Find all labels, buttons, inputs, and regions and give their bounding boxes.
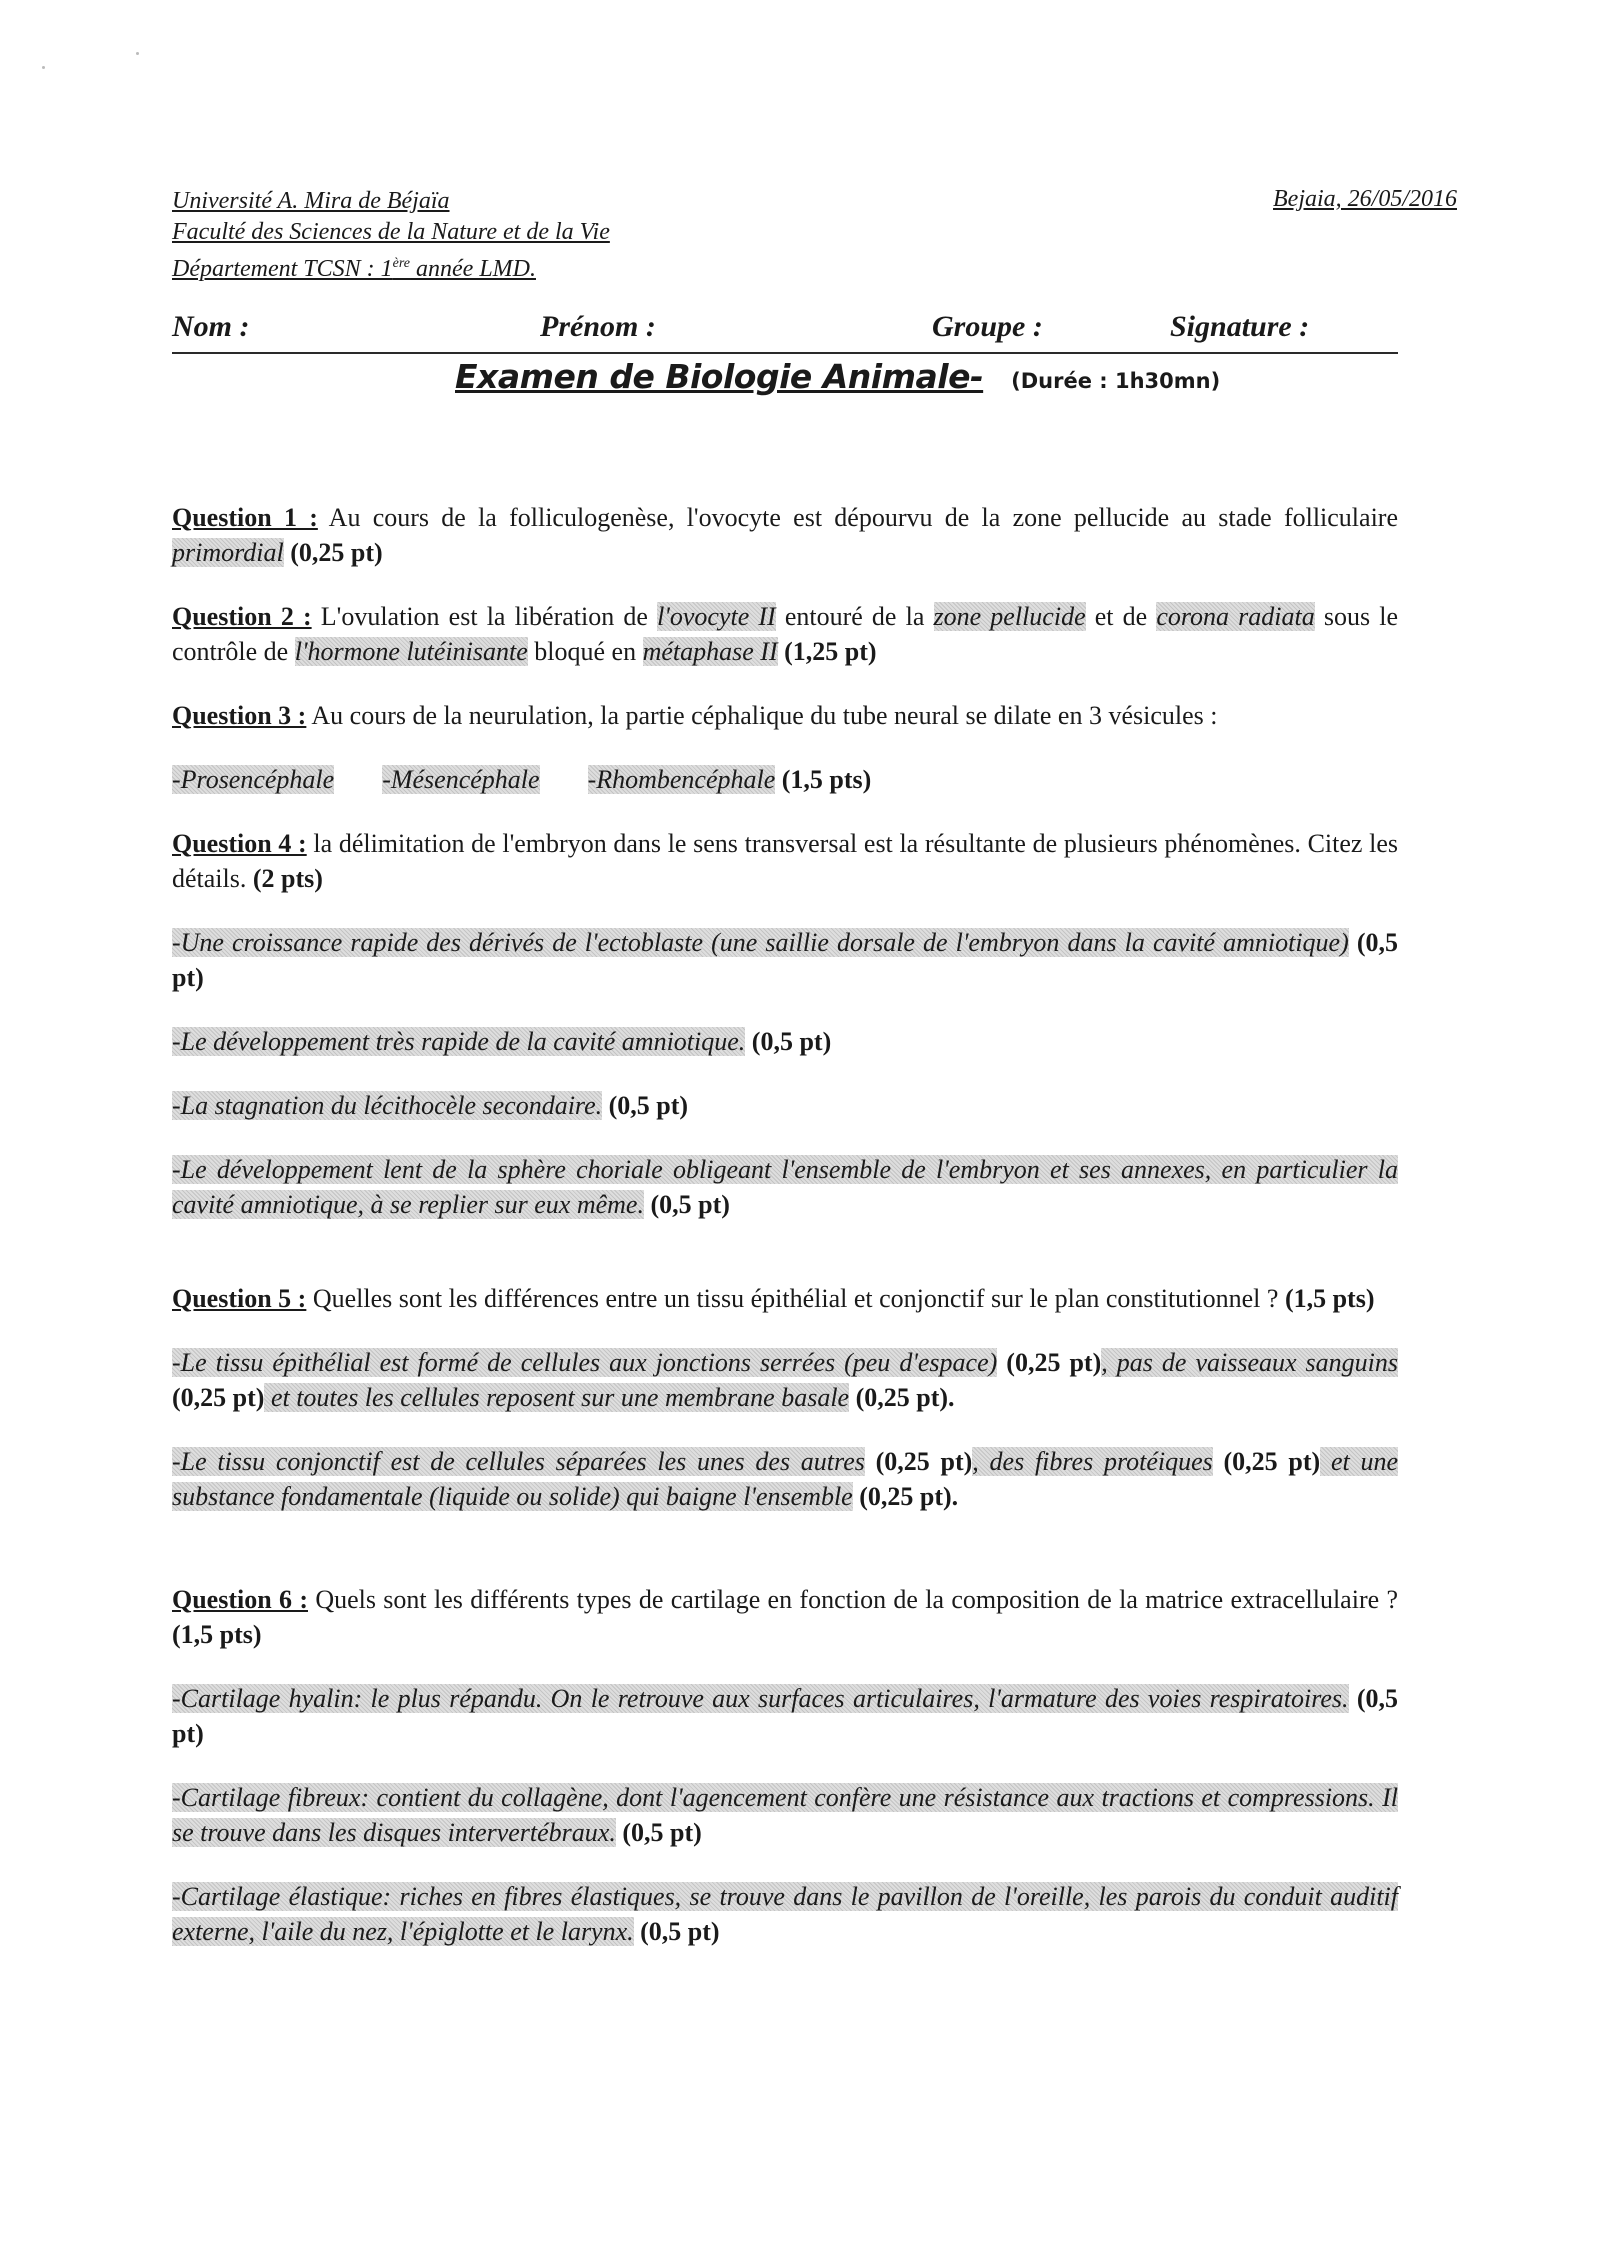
- answer-highlight: corona radiata: [1156, 602, 1315, 631]
- answer-highlight: -La stagnation du lécithocèle secondaire.: [172, 1091, 603, 1120]
- points: (0,25 pt).: [849, 1383, 955, 1412]
- answer-highlight: -Cartilage fibreux: contient du collagène, dont l'agencement confère une résistance aux tractions et compressions. Il se trouve dans les disques intervertébraux.: [172, 1783, 1398, 1847]
- points: (2 pts): [246, 864, 323, 893]
- answer-highlight: -Cartilage élastique: riches en fibres élastiques, se trouve dans le pavillon de l'oreille, les parois du conduit auditif externe, l'aile du nez, l'épiglotte et le larynx.: [172, 1882, 1398, 1946]
- question-5: Question 5 : Quelles sont les différences entre un tissu épithélial et conjonctif sur le plan constitutionnel ? (1,5 pts): [172, 1284, 1375, 1313]
- answer-item: [172, 1444, 1398, 1514]
- points: (0,25 pt): [864, 1447, 973, 1476]
- answer-item: [172, 1879, 1398, 1949]
- answer-highlight: zone pellucide: [933, 602, 1086, 631]
- question-label: Question 3 :: [172, 701, 307, 730]
- answer-item: [172, 1088, 1398, 1123]
- answer-item: [172, 1681, 1398, 1751]
- answer-highlight: primordial: [172, 538, 284, 567]
- points: (0,25 pt): [1212, 1447, 1321, 1476]
- scan-speck: [136, 52, 139, 55]
- question-label: Question 2 :: [172, 602, 312, 631]
- points: (0,25 pt): [172, 1383, 265, 1412]
- points: (1,5 pts): [775, 765, 872, 794]
- answer-highlight: l'ovocyte II: [657, 602, 776, 631]
- points: (0,5 pt): [643, 1190, 730, 1219]
- answer-highlight: -Rhombencéphale: [587, 765, 776, 794]
- question-3-answer: [172, 762, 1398, 797]
- answer-item: [172, 1345, 1398, 1415]
- question-label: Question 5 :: [172, 1284, 307, 1313]
- question-1: Question 1 : Au cours de la folliculogenèse, l'ovocyte est dépourvu de la zone pellucide au stade folliculaire primordial (0,25 pt): [172, 503, 1398, 567]
- exam-date: Bejaia, 26/05/2016: [1273, 186, 1457, 212]
- points: (0,5 pt): [602, 1091, 689, 1120]
- faculty-name: Faculté des Sciences de la Nature et de la Vie: [172, 219, 610, 245]
- question-2: Question 2 : L'ovulation est la libération de l'ovocyte II entouré de la zone pellucide et de corona radiata sous le contrôle de l'hormone lutéinisante bloqué en métaphase II (1,25 pt): [172, 602, 1399, 666]
- answer-highlight: l'hormone lutéinisante: [294, 637, 528, 666]
- points: (0,5 pt): [633, 1917, 720, 1946]
- question-4: Question 4 : la délimitation de l'embryon dans le sens transversal est la résultante de plusieurs phénomènes. Citez les détails. (2 pts): [172, 829, 1398, 893]
- answer-highlight: -Mésencéphale: [382, 765, 540, 794]
- student-fields-row: [172, 310, 1398, 354]
- exam-body: [172, 500, 1398, 1978]
- points: (1,5 pts): [1278, 1284, 1375, 1313]
- answer-highlight: -Cartilage hyalin: le plus répandu. On le retrouve aux surfaces articulaires, l'armature des voies respiratoires.: [172, 1684, 1349, 1713]
- answer-highlight: , des fibres protéiques: [972, 1447, 1213, 1476]
- answer-highlight: -Le développement très rapide de la cavité amniotique.: [172, 1027, 746, 1056]
- university-name: Université A. Mira de Béjaïa: [172, 188, 450, 214]
- points: (0,5 pt): [172, 928, 1398, 992]
- answer-highlight: -Prosencéphale: [172, 765, 335, 794]
- answer-highlight: métaphase II: [642, 637, 778, 666]
- answer-highlight: -Le tissu conjonctif est de cellules séparées les unes des autres: [172, 1447, 865, 1476]
- exam-duration: (Durée : 1h30mn): [1011, 369, 1221, 393]
- question-label: Question 4 :: [172, 829, 307, 858]
- points: (0,5 pt): [615, 1818, 702, 1847]
- points: (0,25 pt): [997, 1348, 1102, 1377]
- exam-title-text: Examen de Biologie Animale-: [455, 357, 984, 396]
- question-6: Question 6 : Quels sont les différents types de cartilage en fonction de la composition de la matrice extracellulaire ? (1,5 pts): [172, 1585, 1399, 1649]
- points: (0,5 pt): [172, 1684, 1398, 1748]
- exam-title: [455, 357, 1220, 396]
- answer-item: [172, 1152, 1398, 1222]
- answer-highlight: et une substance fondamentale (liquide ou solide) qui baigne l'ensemble: [172, 1447, 1399, 1511]
- prenom-field-label: Prénom :: [540, 310, 656, 343]
- answer-highlight: -Le tissu épithélial est formé de cellules aux jonctions serrées (peu d'espace): [172, 1348, 998, 1377]
- department-line: Département TCSN : 1ère année LMD.: [172, 256, 536, 282]
- points: (1,25 pt): [777, 637, 877, 666]
- points: (1,5 pts): [172, 1620, 262, 1649]
- answer-item: [172, 925, 1398, 995]
- scan-speck: [42, 66, 45, 69]
- answer-item: [172, 1024, 1398, 1059]
- question-label: Question 6 :: [172, 1585, 308, 1614]
- points: (0,25 pt).: [852, 1482, 959, 1511]
- groupe-field-label: Groupe :: [932, 310, 1043, 343]
- points: (0,25 pt): [283, 538, 383, 567]
- question-3: Question 3 : Au cours de la neurulation, la partie céphalique du tube neural se dilate en 3 vésicules :: [172, 701, 1218, 730]
- institution-header: [172, 186, 610, 285]
- answer-highlight: -Une croissance rapide des dérivés de l'ectoblaste (une saillie dorsale de l'embryon dans la cavité amniotique): [172, 928, 1349, 957]
- answer-highlight: et toutes les cellules reposent sur une membrane basale: [264, 1383, 850, 1412]
- answer-item: [172, 1780, 1398, 1850]
- answer-highlight: , pas de vaisseaux sanguins: [1101, 1348, 1398, 1377]
- points: (0,5 pt): [745, 1027, 832, 1056]
- nom-field-label: Nom :: [172, 310, 250, 343]
- question-label: Question 1 :: [172, 503, 318, 532]
- answer-highlight: -Le développement lent de la sphère choriale obligeant l'ensemble de l'embryon et ses annexes, en particulier la cavité amniotique, à se replier sur eux même.: [172, 1155, 1398, 1219]
- signature-field-label: Signature :: [1170, 310, 1310, 343]
